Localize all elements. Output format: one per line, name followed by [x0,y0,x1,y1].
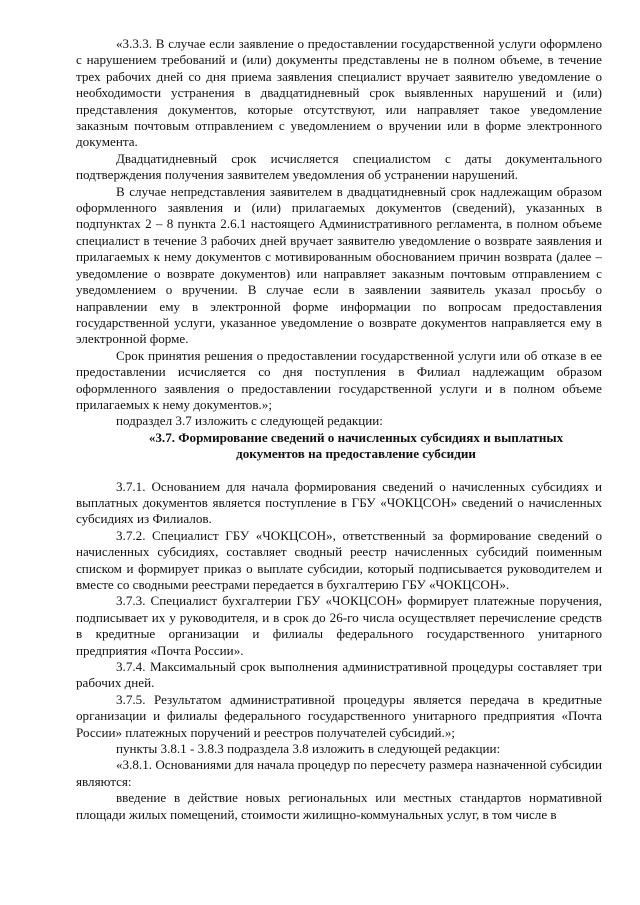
paragraph-decision-term: Срок принятия решения о предоставлении государственной услуги или об отказе в ее предоставлении исчисляется со дня поступления в Филиал надлежащим образом оформленного заявления о предоставлении государственной услуги и в полном объеме прилагаемых к нему документов.»; [76,347,602,412]
paragraph-3-3-3: «3.3.3. В случае если заявление о предоставлении государственной услуги оформлено с нарушением требований и (или) документы представлены не в полном объеме, в течение трех рабочих дней со дня приема заявления специалист вручает заявителю уведомление о необходимости устранения в двадцатидневный срок выявленных нарушений и (или) представления документов, которые отсутствуют, или направляет такое уведомление заказным почтовым отправлением с уведомлением о вручении или в форме электронного документа. [76,36,602,150]
paragraph-subsection-3-7-intro: подраздел 3.7 изложить с следующей редакции: [116,413,383,429]
heading-line-2: документов на предоставление субсидии [236,446,476,462]
paragraph-twenty-day-term: Двадцатидневный срок исчисляется специалистом с даты документального подтверждения получения заявителем уведомления об устранении нарушений. [76,150,602,183]
section-heading-3-7 [76,430,602,463]
paragraph-non-submission: В случае непредставления заявителем в двадцатидневный срок надлежащим образом оформленного заявления и (или) прилагаемых документов (сведений), указанных в подпунктах 2 – 8 пункта 2.6.1 настоящего Административного регламента, в полном объеме специалист в течение 3 рабочих дней вручает заявителю уведомление о возврате заявления и прилагаемых к нему документов с мотивированным обоснованием причин возврата (далее – уведомление о возврате документов) или направляет заказным почтовым отправлением с уведомлением о вручении. В случае если в заявлении заявитель указал просьбу о направлении ему в электронной форме информации по вопросам предоставления государственной услуги, указанное уведомление о возврате документов направляется ему в электронной форме. [76,183,602,347]
paragraph-3-7-4: 3.7.4. Максимальный срок выполнения административной процедуры составляет три рабочих дней. [76,659,602,691]
paragraph-3-8-1: «3.8.1. Основаниями для начала процедур по пересчету размера назначенной субсидии являются: [76,757,602,789]
paragraph-3-7-1: 3.7.1. Основанием для начала формирования сведений о начисленных субсидиях и выплатных документов является поступление в ГБУ «ЧОКЦСОН» сведений о начисленных субсидиях из Филиалов. [76,478,602,527]
paragraph-3-7-2: 3.7.2. Специалист ГБУ «ЧОКЦСОН», ответственный за формирование сведений о начисленных субсидиях, составляет сводный реестр начисленных субсидий поименным списком и формирует приказ о выплате субсидии, который подписывается руководителем и вместе со сводными реестрами передается в бухгалтерию ГБУ «ЧОКЦСОН». [76,527,602,592]
heading-spacer [76,463,602,479]
document-page [76,36,602,823]
heading-line-1: «3.7. Формирование сведений о начисленных субсидиях и выплатных [148,429,564,445]
paragraph-new-standards: введение в действие новых региональных или местных стандартов нормативной площади жилых помещений, стоимости жилищно-коммунальных услуг, в том числе в [76,790,602,822]
paragraph-3-7-3: 3.7.3. Специалист бухгалтерии ГБУ «ЧОКЦСОН» формирует платежные поручения, подписывает их у руководителя, и в срок до 26-го числа осуществляет перечисление средств в кредитные организации и филиалы федерального государственного унитарного предприятия «Почта России». [76,593,602,658]
paragraph-points-3-8-intro: пункты 3.8.1 - 3.8.3 подраздела 3.8 изложить в следующей редакции: [116,741,501,757]
paragraph-3-7-5: 3.7.5. Результатом административной процедуры является передача в кредитные организации и филиалы федерального государственного унитарного предприятия «Почта России» платежных поручений и реестров получателей субсидий.»; [76,691,602,740]
